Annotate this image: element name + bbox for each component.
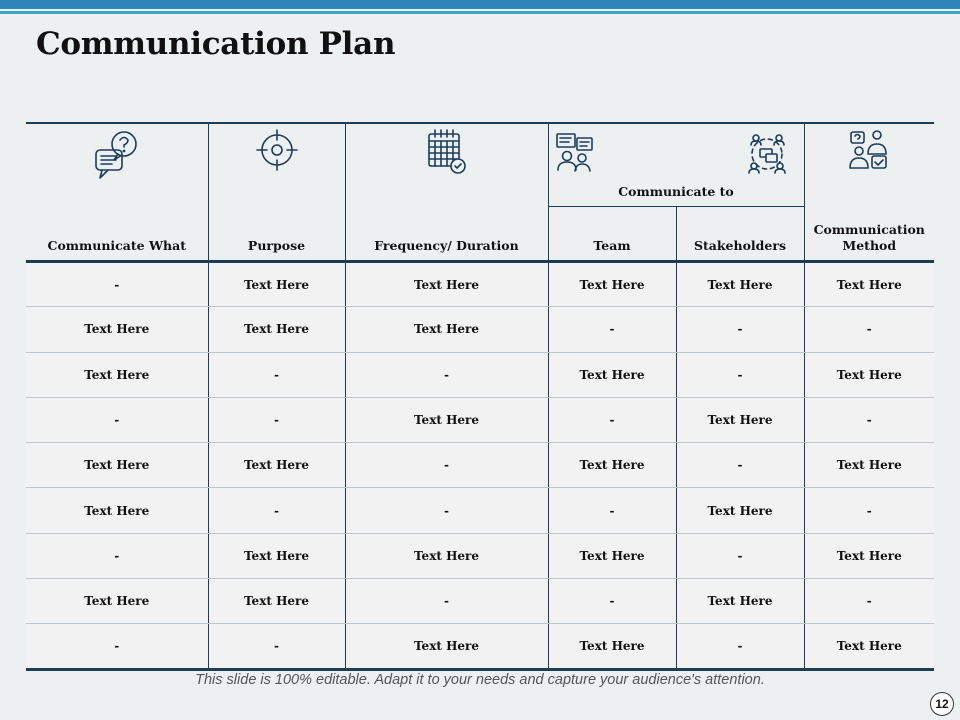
table-cell: - (804, 307, 934, 352)
table-cell: - (676, 307, 804, 352)
table-cell: - (345, 579, 548, 624)
table-cell: Text Here (345, 307, 548, 352)
table-cell: Text Here (548, 624, 676, 669)
table-cell: Text Here (676, 397, 804, 442)
table-cell: - (208, 488, 345, 533)
communication-plan-table (26, 122, 934, 671)
table-cell: - (548, 579, 676, 624)
header-purpose (208, 123, 345, 262)
question-chat-icon (92, 128, 142, 180)
table-cell: Text Here (804, 624, 934, 669)
table-cell: Text Here (345, 262, 548, 307)
header-label: Frequency/ Duration (374, 238, 519, 253)
table-cell: - (26, 533, 208, 578)
table-cell: - (676, 533, 804, 578)
header-communication-method (804, 123, 934, 262)
page-number: 12 (930, 692, 954, 716)
page-title: Communication Plan (36, 26, 396, 62)
table-cell: - (208, 624, 345, 669)
table-cell: Text Here (676, 488, 804, 533)
table-row (26, 533, 934, 578)
table-body (26, 262, 934, 670)
table-cell: Text Here (208, 262, 345, 307)
header-communicate-to (548, 123, 804, 206)
header-label: Communication Method (813, 222, 925, 253)
table-cell: - (676, 624, 804, 669)
table-cell: Text Here (26, 307, 208, 352)
table-cell: - (548, 307, 676, 352)
table-row (26, 307, 934, 352)
table-cell: - (804, 488, 934, 533)
table-cell: Text Here (345, 397, 548, 442)
table-row (26, 397, 934, 442)
communication-method-icon (848, 128, 890, 174)
table-cell: - (26, 397, 208, 442)
table-cell: Text Here (26, 488, 208, 533)
team-chat-icon (555, 132, 595, 174)
table-cell: - (208, 352, 345, 397)
table-row (26, 624, 934, 669)
table-cell: Text Here (208, 533, 345, 578)
header-stakeholders (676, 206, 804, 261)
footer-note: This slide is 100% editable. Adapt it to your needs and capture your audience's attention. (195, 672, 765, 688)
table-cell: Text Here (208, 307, 345, 352)
table-cell: - (676, 352, 804, 397)
table-cell: Text Here (345, 533, 548, 578)
table-cell: Text Here (804, 533, 934, 578)
table-row (26, 262, 934, 307)
table-cell: - (208, 397, 345, 442)
header-label: Stakeholders (693, 238, 786, 253)
table-cell: - (804, 579, 934, 624)
table-cell: - (26, 624, 208, 669)
table-row (26, 352, 934, 397)
table-cell: Text Here (26, 443, 208, 488)
top-accent-line (0, 11, 960, 14)
header-frequency-duration (345, 123, 548, 262)
stakeholders-network-icon (746, 132, 788, 176)
table-row (26, 443, 934, 488)
header-group-label: Communicate to (618, 183, 734, 199)
table-cell: - (676, 443, 804, 488)
calendar-clock-icon (425, 128, 469, 176)
table-cell: Text Here (676, 579, 804, 624)
header-label: Purpose (247, 238, 306, 253)
table-cell: - (345, 443, 548, 488)
table-cell: - (26, 262, 208, 307)
table-cell: Text Here (26, 579, 208, 624)
header-communicate-what (26, 123, 208, 262)
table-cell: Text Here (548, 352, 676, 397)
table-cell: Text Here (804, 262, 934, 307)
table-cell: - (548, 488, 676, 533)
table-cell: Text Here (548, 262, 676, 307)
header-label: Team (593, 238, 631, 253)
top-accent-bar (0, 0, 960, 9)
header-label: Communicate What (47, 238, 186, 253)
table-cell: Text Here (676, 262, 804, 307)
table-cell: Text Here (548, 533, 676, 578)
table-cell: - (345, 488, 548, 533)
target-icon (255, 128, 299, 172)
table-cell: - (548, 397, 676, 442)
header-team (548, 206, 676, 261)
table-row (26, 488, 934, 533)
table-cell: - (345, 352, 548, 397)
table-cell: Text Here (345, 624, 548, 669)
table-row (26, 579, 934, 624)
table-cell: Text Here (208, 443, 345, 488)
table-cell: Text Here (804, 443, 934, 488)
table-cell: Text Here (26, 352, 208, 397)
table-cell: Text Here (548, 443, 676, 488)
table-cell: Text Here (208, 579, 345, 624)
table-cell: Text Here (804, 352, 934, 397)
table-cell: - (804, 397, 934, 442)
